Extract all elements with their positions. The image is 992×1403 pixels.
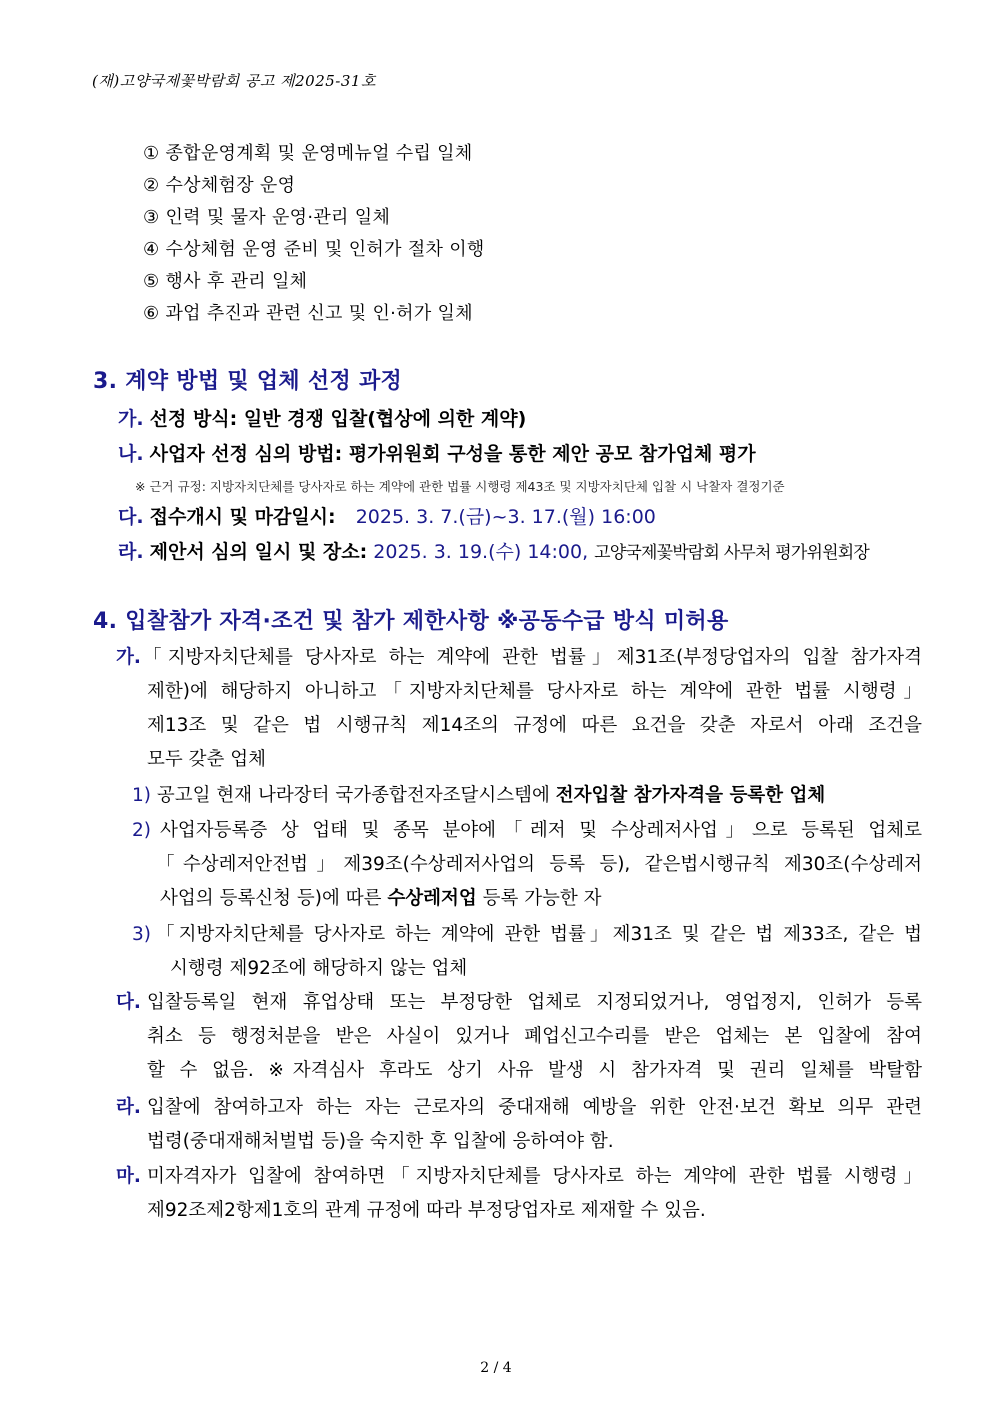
section-3-item-ra	[118, 535, 869, 570]
paragraph-line: 입찰등록일 현재 휴업상태 또는 부정당한 업체로 지정되었거나, 영업정지, 인허가 등록	[147, 992, 922, 1013]
work-item: ③ 인력 및 물자 운영·관리 일체	[143, 207, 391, 228]
item-text: 사업자 선정 심의 방법: 평가위원회 구성을 통한 제안 공모 참가업체 평가	[149, 443, 756, 465]
paragraph-line: 할 수 없음. ※자격심사 후라도 상기 사유 발생 시 참가자격 및 권리 일체를 박탈함	[147, 1060, 922, 1081]
review-place: 고양국제꽃박람회 사무처 평가위원회장	[594, 543, 869, 563]
paragraph-line: 「지방자치단체를 당사자로 하는 계약에 관한 법률」제31조 및 같은 법 제33조, 같은 법	[156, 924, 922, 945]
item-marker: 가.	[118, 408, 144, 430]
section-3-item-ga	[118, 402, 526, 436]
item-marker: 다.	[116, 992, 141, 1013]
sub-item-3-marker-wrap	[132, 918, 151, 952]
paragraph-line: 사업자등록증 상 업태 및 종목 분야에「레저 및 수상레저사업」으로 등록된 업체로	[160, 820, 922, 841]
line-text: 사업의 등록신청 등)에 따른	[160, 888, 388, 909]
section-4-item-ma	[147, 1160, 922, 1228]
section-3-item-na	[118, 437, 756, 471]
section-4-item-da	[147, 986, 922, 1088]
section-4-title: 4. 입찰참가 자격·조건 및 참가 제한사항 ※공동수급 방식 미허용	[93, 609, 729, 634]
section-4-item-ga-body	[143, 641, 922, 777]
paragraph-line: 제13조 및 같은 법 시행규칙 제14조의 규정에 따른 요건을 갖춘 자로서 아래 조건을	[147, 715, 922, 736]
work-item: ② 수상체험장 운영	[143, 175, 296, 196]
sub-item-marker: 3)	[132, 924, 151, 945]
paragraph-line: 모두 갖춘 업체	[147, 749, 266, 770]
sub-item-emphasis: 수상레저업	[387, 888, 477, 909]
section-4-item-ra-marker	[116, 1091, 141, 1125]
paragraph-line: 법령(중대재해처벌법 등)을 숙지한 후 입찰에 응하여야 함.	[147, 1131, 614, 1152]
sub-item-emphasis: 전자입찰 참가자격을 등록한 업체	[555, 785, 826, 806]
paragraph-line: 취소 등 행정처분을 받은 사실이 있거나 폐업신고수리를 받은 업체는 본 입찰에 참여	[147, 1026, 922, 1047]
section-4-item-da-marker	[116, 986, 141, 1020]
work-item: ⑥ 과업 추진과 관련 신고 및 인·허가 일체	[143, 303, 473, 324]
paragraph-line: 시행령 제92조에 해당하지 않는 업체	[170, 958, 468, 979]
legal-basis-note: ※ 근거 규정: 지방자치단체를 당사자로 하는 계약에 관한 법률 시행령 제43조 및 지방자치단체 입찰 시 낙찰자 결정기준	[135, 479, 785, 494]
work-item: ① 종합운영계획 및 운영메뉴얼 수립 일체	[143, 143, 473, 164]
section-3-item-da	[118, 500, 656, 534]
paragraph-line: 제92조제2항제1호의 관계 규정에 따라 부정당업자로 제재할 수 있음.	[147, 1200, 706, 1221]
paragraph-line	[160, 882, 922, 916]
sub-item-2-marker-wrap	[132, 814, 151, 848]
line-text: 등록 가능한 자	[476, 888, 602, 909]
work-item-list	[143, 139, 485, 331]
item-marker: 마.	[116, 1166, 141, 1187]
sub-item-marker: 2)	[132, 820, 151, 841]
item-marker: 라.	[118, 541, 144, 563]
sub-item-3	[156, 918, 922, 986]
item-marker: 가.	[116, 647, 141, 668]
paragraph-line: 미자격자가 입찰에 참여하면「지방자치단체를 당사자로 하는 계약에 관한 법률 시행령」	[147, 1166, 922, 1187]
sub-item-text: 공고일 현재 나라장터 국가종합전자조달시스템에	[156, 785, 556, 806]
item-label: 제안서 심의 일시 및 장소:	[149, 541, 368, 563]
page-number: 2 / 4	[480, 1360, 512, 1376]
paragraph-line: 「지방자치단체를 당사자로 하는 계약에 관한 법률」제31조(부정당업자의 입찰 참가자격	[143, 647, 922, 668]
paragraph-line: 제한)에 해당하지 아니하고「지방자치단체를 당사자로 하는 계약에 관한 법률 시행령」	[147, 681, 922, 702]
sub-item-1	[132, 779, 825, 813]
work-item: ⑤ 행사 후 관리 일체	[143, 271, 308, 292]
item-text: 선정 방식: 일반 경쟁 입찰(협상에 의한 계약)	[149, 408, 527, 430]
section-3-title: 3. 계약 방법 및 업체 선정 과정	[93, 369, 403, 394]
sub-item-2	[156, 814, 922, 916]
section-4-item-ra	[147, 1091, 922, 1159]
work-item: ④ 수상체험 운영 준비 및 인허가 절차 이행	[143, 239, 485, 260]
item-marker: 나.	[118, 443, 144, 465]
review-datetime: 2025. 3. 19.(수) 14:00,	[373, 541, 589, 563]
notice-header: (재)고양국제꽃박람회 공고 제2025-31호	[92, 72, 376, 90]
item-label: 접수개시 및 마감일시:	[149, 506, 336, 528]
item-marker: 라.	[116, 1097, 141, 1118]
item-marker: 다.	[118, 506, 144, 528]
paragraph-line: 입찰에 참여하고자 하는 자는 근로자의 중대재해 예방을 위한 안전·보건 확보 의무 관련	[147, 1097, 922, 1118]
submission-period: 2025. 3. 7.(금)~3. 17.(월) 16:00	[355, 506, 656, 528]
paragraph-line: 「수상레저안전법」제39조(수상레저사업의 등록 등), 같은법시행규칙 제30조(수상레저	[156, 854, 922, 875]
section-4-item-ma-marker	[116, 1160, 141, 1194]
sub-item-marker: 1)	[132, 785, 151, 806]
